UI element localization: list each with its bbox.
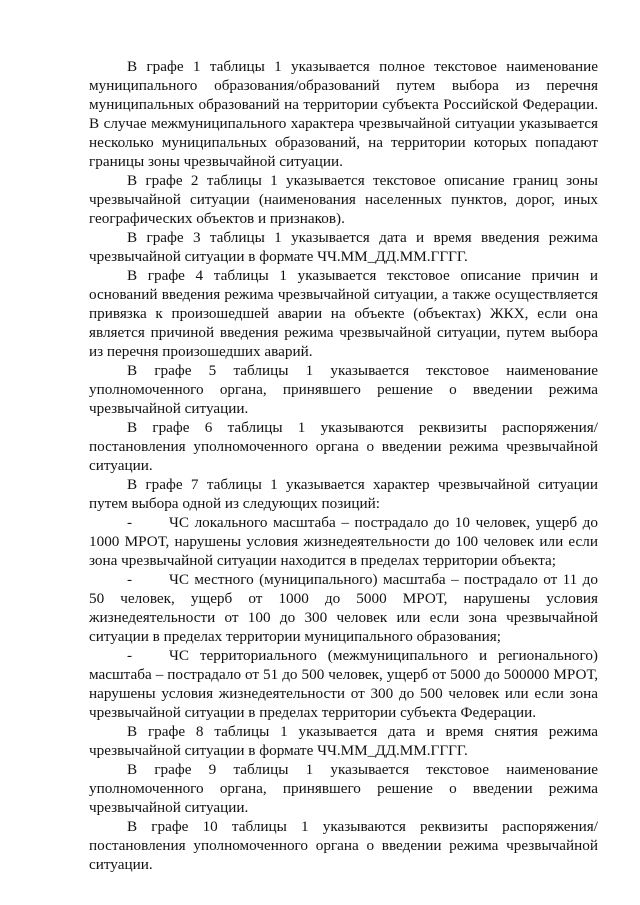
list-item-territorial [89, 646, 598, 722]
list-item-municipal [89, 570, 598, 646]
paragraph-column-7: В графе 7 таблицы 1 указывается характер чрезвычайной ситуации путем выбора одной из следующих позиций: [89, 476, 598, 512]
paragraph-column-8: В графе 8 таблицы 1 указывается дата и время снятия режима чрезвычайной ситуации в формате ЧЧ.ММ_ДД.ММ.ГГГГ. [89, 723, 598, 759]
list-dash: - [127, 647, 133, 664]
paragraph-column-6: В графе 6 таблицы 1 указываются реквизиты распоряжения/постановления уполномоченного органа о введении режима чрезвычайной ситуации. [89, 419, 598, 474]
paragraph-column-9: В графе 9 таблицы 1 указывается текстовое наименование уполномоченного органа, принявшего решение о введении режима чрезвычайной ситуации. [89, 761, 598, 816]
list-item-text: ЧС локального масштаба – пострадало до 10 человек, ущерб до 1000 МРОТ, нарушены условия жизнедеятельности до 100 человек или если зона чрезвычайной ситуации находится в пределах территории объекта; [89, 514, 598, 569]
paragraph-column-3: В графе 3 таблицы 1 указывается дата и время введения режима чрезвычайной ситуации в формате ЧЧ.ММ_ДД.ММ.ГГГГ. [89, 229, 598, 265]
document-body [89, 57, 598, 874]
list-dash: - [127, 514, 133, 531]
paragraph-column-1: В графе 1 таблицы 1 указывается полное текстовое наименование муниципального образования/образований путем выбора из перечня муниципальных образований на территории субъекта Российской Федерации. В случае межмуниципального характера чрезвычайной ситуации указывается несколько муниципальных образований, на территории которых попадают границы зоны чрезвычайной ситуации. [89, 58, 598, 170]
paragraph-column-10: В графе 10 таблицы 1 указываются реквизиты распоряжения/постановления уполномоченного органа о введении режима чрезвычайной ситуации. [89, 818, 598, 873]
list-item-text: ЧС местного (муниципального) масштаба – пострадало от 11 до 50 человек, ущерб от 1000 до 5000 МРОТ, нарушены условия жизнедеятельности от 100 до 300 человек или если зона чрезвычайной ситуации в пределах территории муниципального образования; [89, 571, 598, 645]
paragraph-column-2: В графе 2 таблицы 1 указывается текстовое описание границ зоны чрезвычайной ситуации (наименования населенных пунктов, дорог, иных географических объектов и признаков). [89, 172, 598, 227]
paragraph-column-5: В графе 5 таблицы 1 указывается текстовое наименование уполномоченного органа, принявшего решение о введении режима чрезвычайной ситуации. [89, 362, 598, 417]
list-item-text: ЧС территориального (межмуниципального и регионального) масштаба – пострадало от 51 до 500 человек, ущерб от 5000 до 500000 МРОТ, нарушены условия жизнедеятельности от 300 до 500 человек или если зона чрезвычайной ситуации в пределах территории субъекта Федерации. [89, 647, 598, 721]
list-dash: - [127, 571, 133, 588]
list-item-local [89, 513, 598, 570]
paragraph-column-4: В графе 4 таблицы 1 указывается текстовое описание причин и оснований введения режима чрезвычайной ситуации, а также осуществляется привязка к произошедшей аварии на объекте (объектах) ЖКХ, если она является причиной введения режима чрезвычайной ситуации, путем выбора из перечня произошедших аварий. [89, 267, 598, 360]
